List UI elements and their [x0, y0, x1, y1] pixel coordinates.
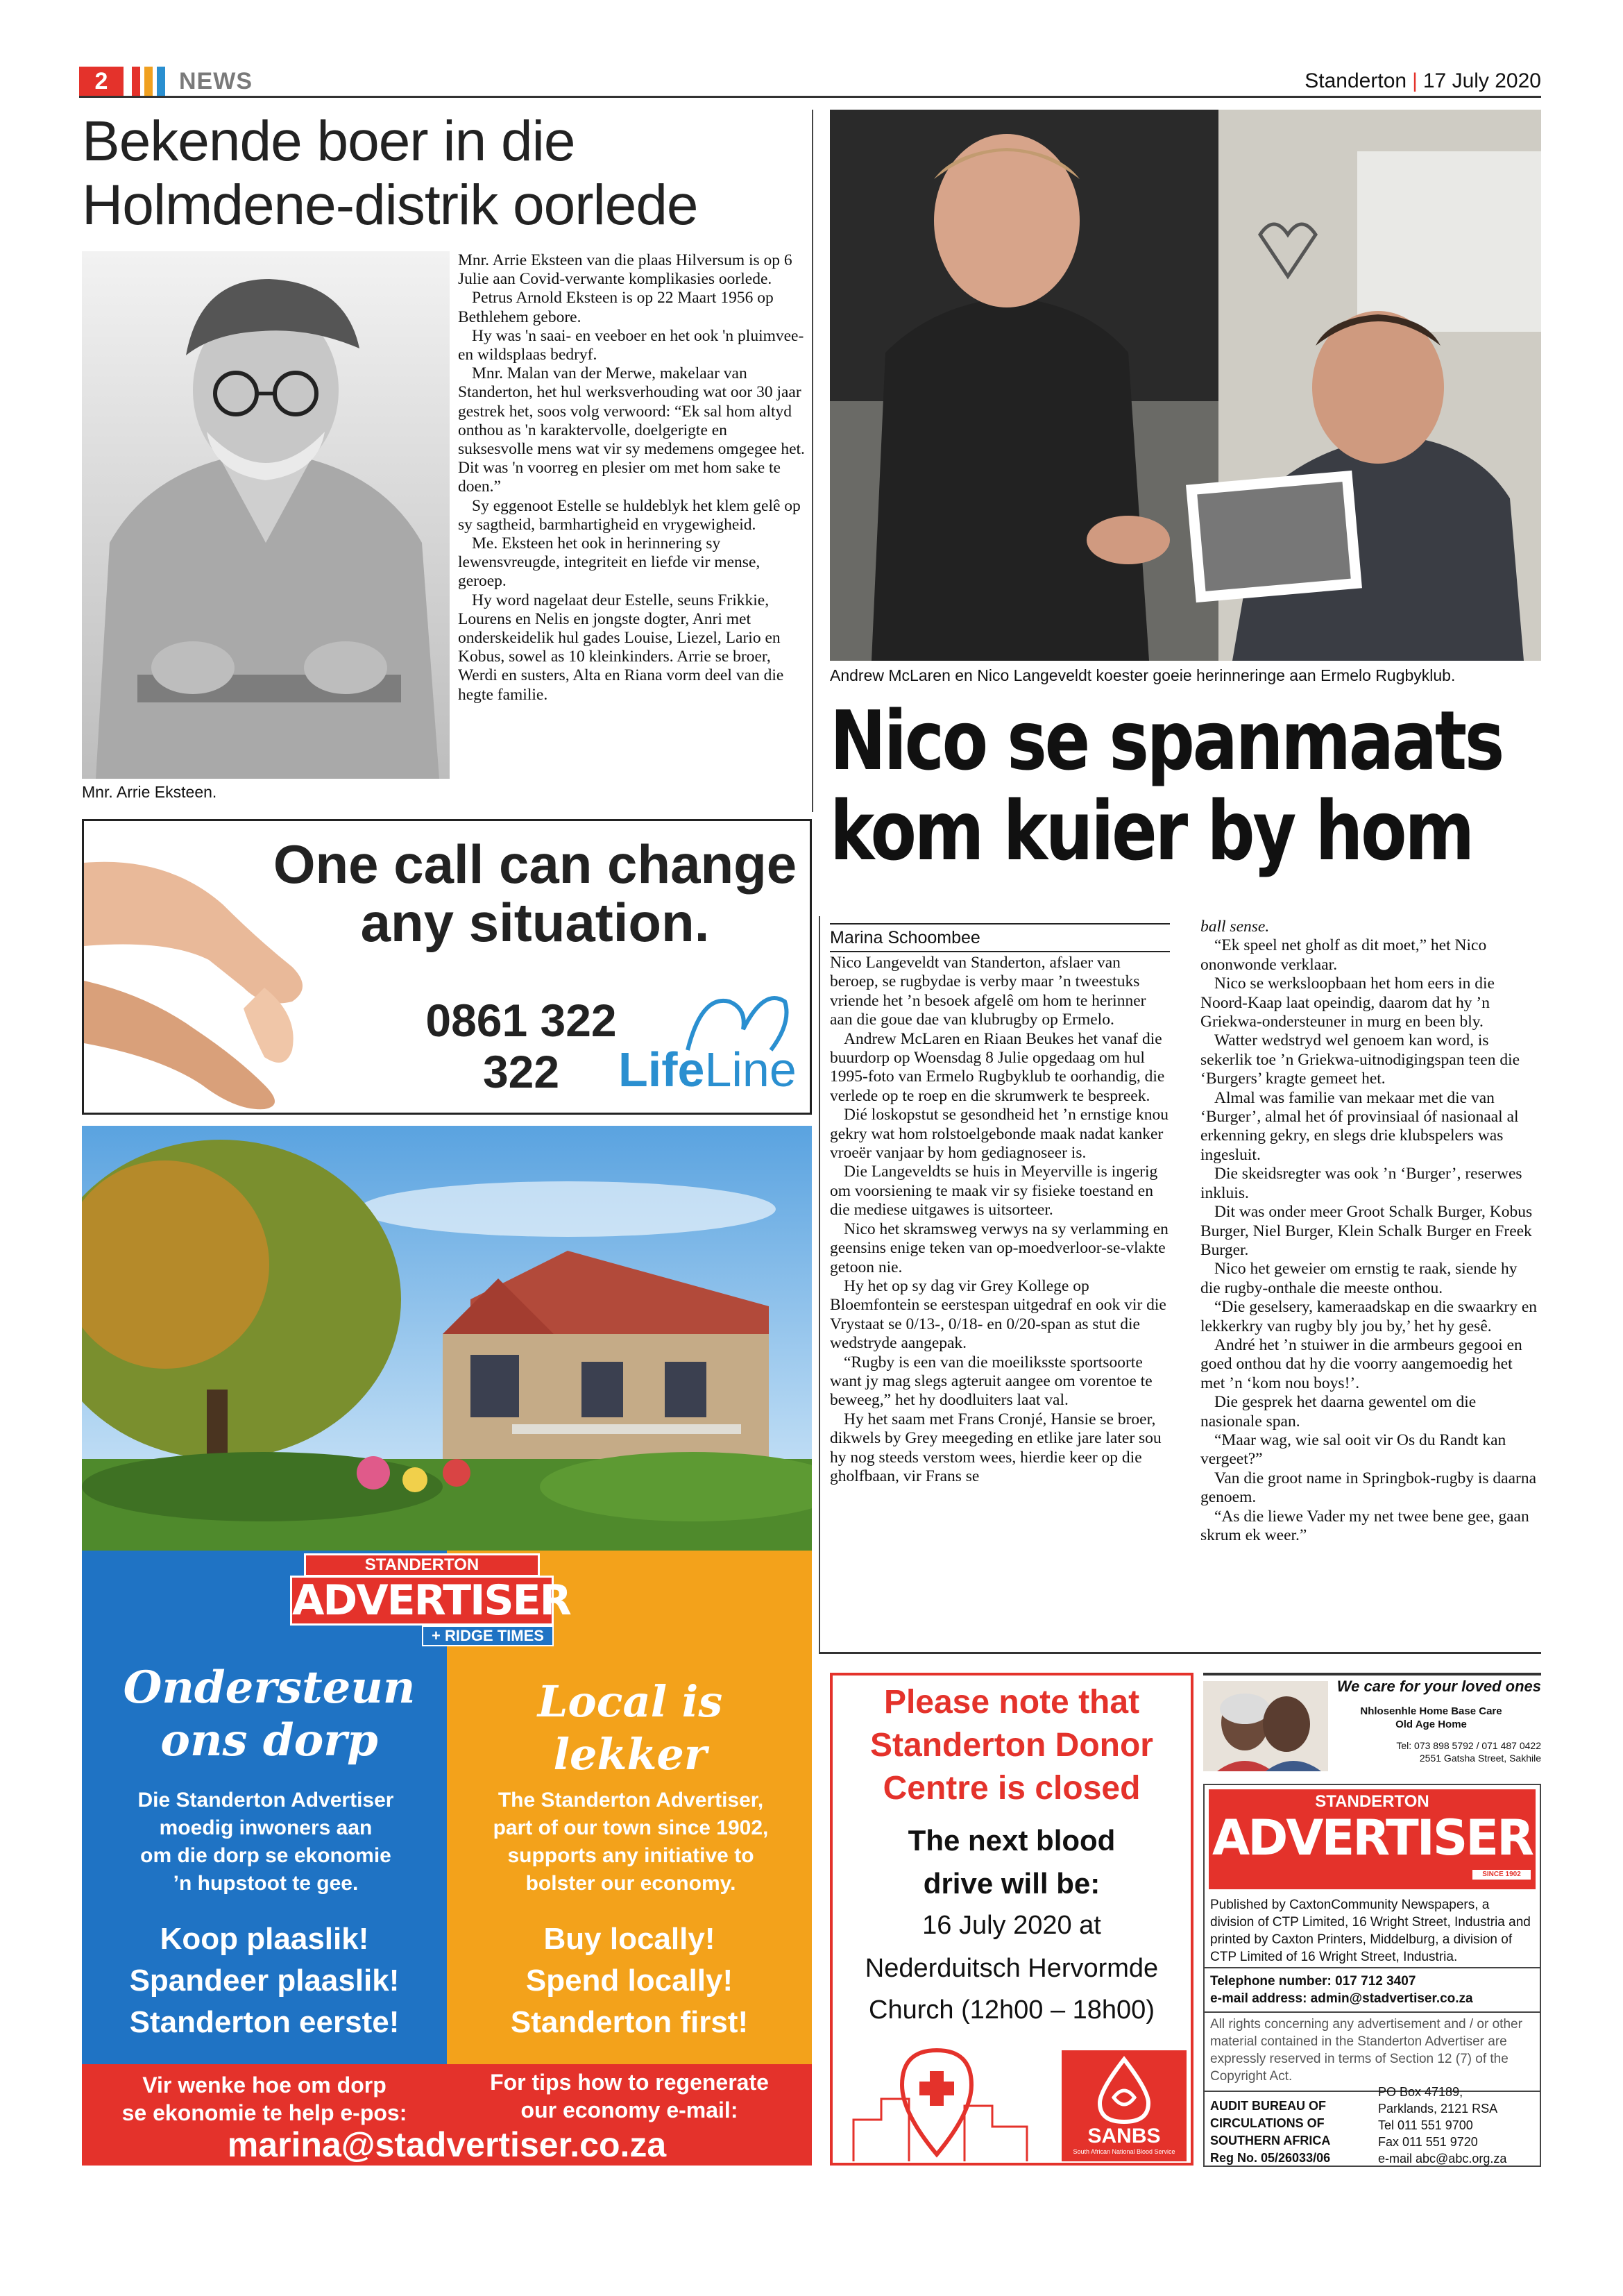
rugby-friends-photo	[830, 110, 1541, 661]
campaign-left-body	[96, 1787, 436, 1898]
body-line: bolster our economy.	[525, 1872, 736, 1895]
article1-paragraph: Hy was 'n saai- en veeboer en het ook 'n pluimvee- en wildsplaas bedryf.	[458, 326, 804, 364]
article2-paragraph: Die Langeveldts se huis in Meyerville is ingerig om voorsiening te maak vir sy fisieke toestand en die mediese uitgawes is uitsorteer.	[830, 1163, 1158, 1219]
body-line: supports any initiative to	[507, 1844, 754, 1867]
pub-mast-since: SINCE 1902	[1472, 1870, 1531, 1880]
article2-paragraph: Andrew McLaren en Riaan Beukes het vanaf die buurdorp op Woensdag 8 Julie opgedaag om hul 1995-foto van Ermelo Rugbyklub te oorhandig, die verlede op te roep en die skrumwerk te bespreek.	[830, 1029, 1165, 1105]
rugby-photo-caption: Andrew McLaren en Nico Langeveldt koester goeie herinneringe aan Ermelo Rugbyklub.	[830, 666, 1456, 684]
home-care-tel: Tel: 073 898 5792 / 071 487 0422	[1396, 1740, 1541, 1751]
home-care-name	[1335, 1705, 1527, 1731]
abc-line: CIRCULATIONS OF	[1210, 2116, 1325, 2130]
logo-life: Life	[618, 1043, 705, 1097]
abc-contact	[1378, 2084, 1538, 2167]
mast-top: STANDERTON	[304, 1553, 540, 1577]
footer-line: Vir wenke hoe om dorp	[142, 2073, 386, 2097]
abc-contact-line: PO Box 47189,	[1378, 2085, 1463, 2099]
donor-venue-line: Church (12h00 – 18h00)	[869, 1995, 1155, 2025]
article2-headline	[830, 693, 1503, 879]
headline-line: kom kuier by hom	[830, 783, 1472, 879]
slogan-line: Standerton first!	[510, 2005, 749, 2039]
article1-body	[458, 251, 805, 704]
home-care-address: 2551 Gatsha Street, Sakhile	[1419, 1753, 1541, 1764]
article2-paragraph: Almal was familie van mekaar met die van ‘Burger’, almal het óf provinsiaal óf nasionaal al erkenning gekry, en slegs drie klubspelers was ingesluit.	[1200, 1088, 1519, 1164]
article2-column-1	[830, 954, 1170, 1486]
body-line: ’n hupstoot te gee.	[173, 1872, 359, 1895]
portrait-photo	[82, 251, 450, 779]
article1-headline: Bekende boer in die Holmdene-distrik oorlede	[82, 110, 698, 237]
article1-paragraph: Hy word nagelaat deur Estelle, seuns Frikkie, Lourens en Nelis en jongste dogter, Anri met onderskeidelik hul gades Louise, Liezel, Lario en Kobus, sowel as 10 kleinkinders. Arrie se broer, Werdi en susters, Alta en Riana vorm deel van die hegte familie.	[458, 591, 784, 704]
sanbs-logo	[1062, 2050, 1187, 2161]
home-care-tagline: We care for your loved ones	[1336, 1678, 1541, 1695]
campaign-left-slogans	[89, 1918, 440, 2043]
pub-email: e-mail address: admin@stadvertiser.co.za	[1210, 1991, 1473, 2006]
pub-divider	[1205, 2011, 1540, 2013]
donor-bold-line: The next blood	[908, 1824, 1116, 1857]
article2-paragraph: Hy het op sy dag vir Grey Kollege op Bloemfontein se eerstespan uitgedraf en ook vir die Vrystaat se 0/13-, 0/18- en 0/20-span as stut die wedstryde aangepak.	[830, 1276, 1166, 1353]
house-photo	[82, 1126, 812, 1551]
footer-line: se ekonomie te help e-pos:	[121, 2100, 407, 2125]
sanbs-text: SANBS	[1087, 2125, 1161, 2147]
mast-main: ADVERTISER	[290, 1576, 554, 1626]
article2-paragraph: Dié loskopstut se gesondheid het ’n ernstige knou gekry wat hom rolstoelgebonde maak nadat kanker vroeër vanjaar by hom gediagnoseer is.	[830, 1106, 1169, 1163]
issue-date: 17 July 2020	[1422, 69, 1541, 92]
abc-line: AUDIT BUREAU OF	[1210, 2099, 1326, 2113]
abc-contact-line: Parklands, 2121 RSA	[1378, 2102, 1498, 2116]
script-line: ons dorp	[160, 1714, 378, 1766]
page-number: 2	[79, 67, 124, 96]
article2-paragraph: André het ’n stuiwer in die armbeurs gegooi en goed onthou dat hy die voorry aangemoedig het met ’n ‘kom nou boys!’.	[1200, 1335, 1522, 1392]
article2-paragraph: Nico Langeveldt van Standerton, afslaer van beroep, se rugbydae is verby maar ’n tweestuks vriende het ’n besoek afgelê om hom te herinner aan die goue dae van klubrugby op Ermelo.	[830, 954, 1146, 1029]
donor-date-line: 16 July 2020 at	[922, 1911, 1101, 1940]
lifeline-slogan	[250, 835, 819, 952]
article2-paragraph: ball sense.	[1200, 918, 1270, 936]
home-care-top-rule	[1203, 1673, 1541, 1675]
article2-bottom-rule	[819, 1652, 1541, 1654]
article2-paragraph: Die gesprek het daarna gewentel om die nasionale span.	[1200, 1393, 1477, 1430]
footer-line: our economy e-mail:	[520, 2097, 738, 2122]
blood-donor-notice-ad[interactable]	[830, 1673, 1193, 2166]
article2-column-2	[1200, 918, 1540, 1545]
slogan-line: Spend locally!	[525, 1964, 733, 1998]
article2-paragraph: Nico het skramsweg verwys na sy verlamming en geensins enige teken van op-moedverloor-se-vlakte getoon nie.	[830, 1219, 1169, 1276]
abc-contact-line: Tel 011 551 9700	[1378, 2118, 1473, 2132]
article1-paragraph: Me. Eksteen het ook in herinnering sy lewensvreugde, integriteit en liefde vir mense, geroep.	[458, 534, 760, 591]
article2-paragraph: Nico het geweier om ernstig te raak, siende hy die rugby-onthale die meeste onthou.	[1200, 1260, 1518, 1297]
elderly-couple-icon	[1203, 1681, 1328, 1771]
article2-paragraph: Die skeidsregter was ook ’n ‘Burger’, reserwes inkluis.	[1200, 1165, 1522, 1202]
headline-line: Nico se spanmaats	[830, 693, 1503, 788]
abc-contact-line: e-mail abc@abc.org.za	[1378, 2152, 1507, 2166]
lifeline-logo	[618, 981, 806, 1099]
sanbs-subtext: South African National Blood Service	[1073, 2148, 1175, 2155]
donor-red-line: Please note that	[883, 1684, 1140, 1721]
script-line: Ondersteun	[123, 1662, 416, 1714]
hospital-location-icon	[840, 2036, 1048, 2161]
abc-line: SOUTHERN AFRICA	[1210, 2134, 1331, 2147]
footer-right	[454, 2068, 805, 2124]
section-color-bars	[132, 67, 173, 96]
footer-left	[89, 2071, 440, 2127]
column-rule	[812, 110, 813, 812]
campaign-right-script: Local is lekker	[537, 1676, 723, 1780]
section-label: NEWS	[179, 68, 253, 94]
article2-paragraph: “As die liewe Vader my net twee bene gee, gaan skrum ek weer.”	[1200, 1507, 1529, 1544]
donor-red-line: Centre is closed	[883, 1770, 1141, 1807]
campaign-masthead	[290, 1551, 570, 1648]
abc-contact-line: Fax 011 551 9720	[1378, 2135, 1478, 2149]
lifeline-phone-line: 322	[482, 1046, 560, 1097]
campaign-right-body	[461, 1787, 801, 1898]
pub-divider	[1205, 1967, 1540, 1968]
home-care-name-line: Nhlosenhle Home Base Care	[1360, 1705, 1502, 1717]
article2-paragraph: Hy het saam met Frans Cronjé, Hansie se broer, dikwels by Grey meegeding en etlike jare later sou hy nog steeds verstom wees, hierdie keer op die gholfbaan, vir Frans se	[830, 1410, 1162, 1485]
portrait-caption: Mnr. Arrie Eksteen.	[82, 783, 217, 801]
donor-venue-line: Nederduitsch Hervormde	[865, 1954, 1159, 1983]
article2-paragraph: “Ek speel net gholf as dit moet,” het Nico ononwonde verklaar.	[1200, 936, 1487, 974]
publisher-info-box	[1203, 1784, 1541, 2167]
article2-paragraph: Watter wedstryd wel genoem kan word, is sekerlik toe ’n Griekwa-uitnodigingspan teen die ‘Burgers’ kragte gemeet het.	[1200, 1031, 1520, 1088]
mast-sub: + RIDGE TIMES	[422, 1626, 554, 1646]
body-line: om die dorp se ekonomie	[140, 1844, 391, 1867]
pub-mast-main: ADVERTISER	[1212, 1809, 1532, 1866]
article1-paragraph: Mnr. Arrie Eksteen van die plaas Hilversum is op 6 Julie aan Covid-verwante komplikasies oorlede.	[458, 251, 792, 289]
campaign-email-link[interactable]: marina@stadvertiser.co.za	[227, 2125, 667, 2164]
article2-paragraph: “Rugby is een van die moeiliksste sportsoorte want jy mag slegs agteruit aangee om vorentoe te beweeg,” het hy doodluiters laat val.	[830, 1353, 1153, 1410]
home-care-ad[interactable]	[1203, 1673, 1541, 1777]
lifeline-slogan-line: any situation.	[360, 892, 710, 953]
article2-byline: Marina Schoombee	[830, 923, 1170, 952]
separator: |	[1412, 69, 1418, 92]
campaign-right-slogans	[454, 1918, 805, 2043]
pub-telephone: Telephone number: 017 712 3407	[1210, 1974, 1416, 1989]
publication-date-line	[1305, 67, 1541, 96]
lifeline-phone-line: 0861 322	[425, 995, 617, 1046]
lifeline-ad[interactable]	[82, 819, 812, 1115]
donor-red-line: Standerton Donor	[870, 1727, 1153, 1764]
slogan-line: Spandeer plaaslik!	[129, 1964, 400, 1998]
article1-paragraph: Petrus Arnold Eksteen is op 22 Maart 1956 op Bethlehem gebore.	[458, 289, 774, 326]
abc-info	[1210, 2097, 1363, 2167]
publication-name: Standerton	[1305, 69, 1407, 92]
lifeline-slogan-line: One call can change	[273, 834, 797, 895]
home-care-name-line: Old Age Home	[1395, 1719, 1467, 1730]
header-rule	[79, 96, 1541, 98]
donor-bold-line: drive will be:	[923, 1867, 1101, 1900]
pub-rights: All rights concerning any advertisement and / or other material contained in the Standerton Advertiser are expressly reserved in terms of Section 12 (7) of the Copyright Act.	[1210, 2017, 1522, 2084]
article2-paragraph: Nico se werksloopbaan het hom eers in die Noord-Kaap laat opeindig, daarom dat hy ’n Griekwa-ondersteuner in murg en been bly.	[1200, 974, 1495, 1031]
article1-paragraph: Sy eggenoot Estelle se huldeblyk het klem gelê op sy sagtheid, barmhartigheid en vrygewigheid.	[458, 496, 801, 534]
article2-paragraph: Dit was onder meer Groot Schalk Burger, Kobus Burger, Niel Burger, Klein Schalk Burger en Freek Burger.	[1200, 1203, 1533, 1259]
article2-column-rule	[819, 916, 820, 1652]
blood-drop-icon	[1089, 2056, 1159, 2125]
slogan-line: Buy locally!	[543, 1922, 715, 1956]
published-by: Published by CaxtonCommunity Newspapers, a division of CTP Limited, 16 Wright Street, Industria and printed by Caxton Printers, Middelburg, a division of CTP Limited of 16 Wright Street, Industria.	[1210, 1898, 1531, 1964]
campaign-footer	[82, 2064, 812, 2166]
pub-mast-top: STANDERTON	[1315, 1792, 1429, 1811]
body-line: Die Standerton Advertiser	[137, 1789, 394, 1812]
publisher-masthead	[1209, 1789, 1536, 1889]
advertiser-campaign-ad[interactable]	[82, 1551, 812, 2166]
abc-line: Reg No. 05/26033/06	[1210, 2151, 1331, 2165]
body-line: part of our town since 1902,	[493, 1816, 769, 1839]
slogan-line: Koop plaaslik!	[160, 1922, 369, 1956]
home-care-contact	[1335, 1739, 1541, 1764]
article2-paragraph: Van die groot name in Springbok-rugby is daarna genoem.	[1200, 1469, 1537, 1507]
campaign-left-script	[110, 1662, 429, 1767]
footer-line: For tips how to regenerate	[490, 2070, 769, 2095]
slogan-line: Standerton eerste!	[129, 2005, 400, 2039]
logo-line: Line	[704, 1043, 797, 1097]
body-line: The Standerton Advertiser,	[498, 1789, 764, 1812]
article1-paragraph: Mnr. Malan van der Merwe, makelaar van Standerton, het hul werksverhouding wat oor 30 jaar gestrek het, soos volg verwoord: “Ek sal hom altyd onthou as 'n karaktervolle, doelgerigte en suksesvolle mens wat vir sy medemens omgegee het. Dit was 'n voorreg en plesier om met hom sake te doen.”	[458, 364, 805, 496]
body-line: moedig inwoners aan	[159, 1816, 373, 1839]
article2-paragraph: “Maar wag, wie sal ooit vir Os du Randt kan vergeet?”	[1200, 1430, 1506, 1469]
article2-paragraph: “Die geselsery, kameraadskap en die swaarkry en lekkerkry van rugby bly jou by,’ het hy gesê.	[1200, 1298, 1537, 1335]
